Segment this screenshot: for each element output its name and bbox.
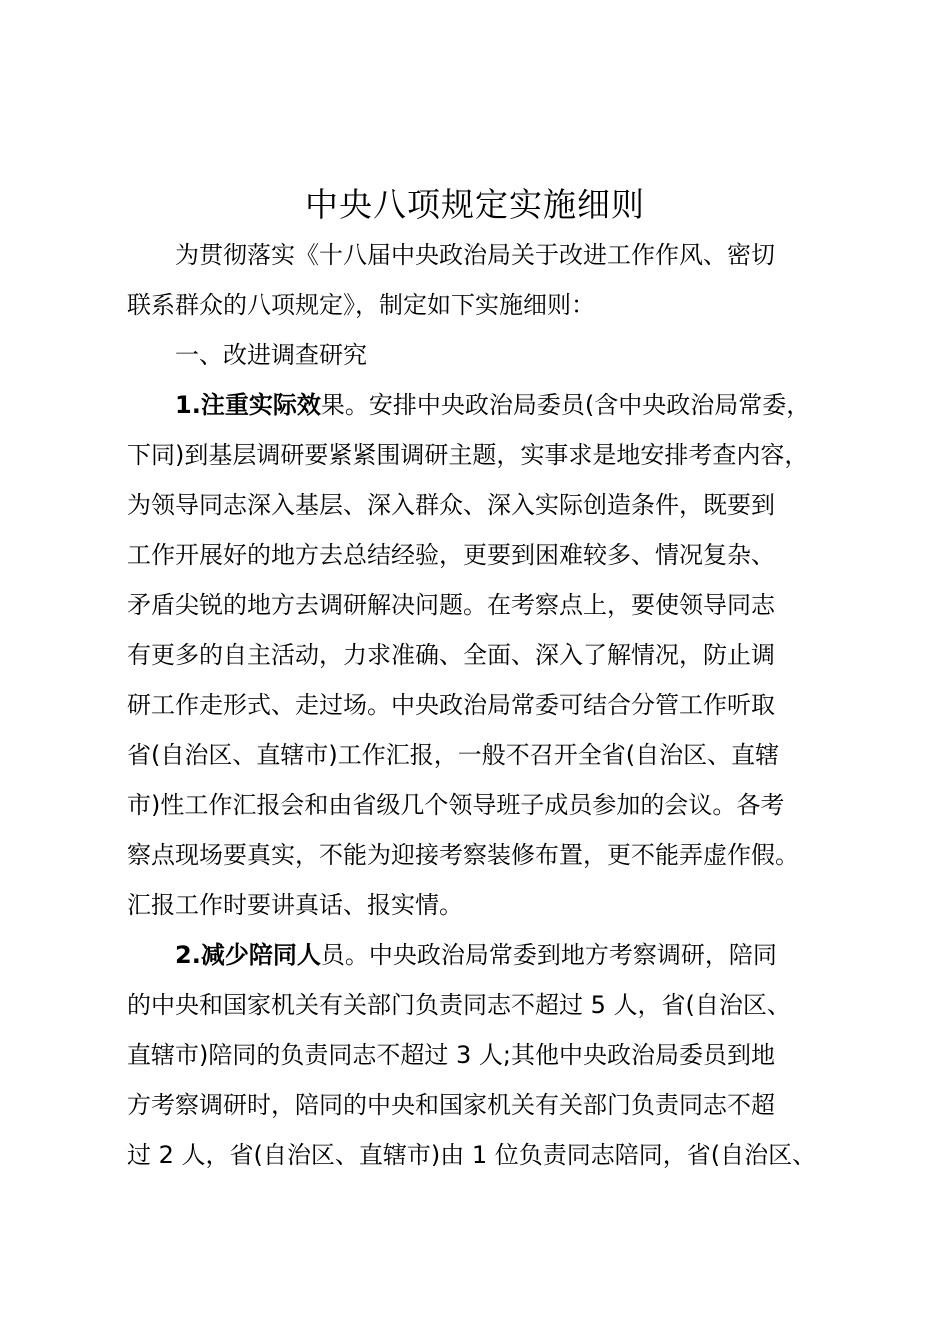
item1-line: 省(自治区、直辖市)工作汇报，一般不召开全省(自治区、直辖 bbox=[127, 741, 780, 769]
item2-line: 方考察调研时，陪同的中央和国家机关有关部门负责同志不超 bbox=[127, 1091, 775, 1119]
item1-line: 察点现场要真实，不能为迎接考察装修布置，更不能弄虚作假。 bbox=[127, 841, 799, 869]
item1-line: 下同)到基层调研要紧紧围调研主题，实事求是地安排考查内容， bbox=[127, 441, 809, 469]
item1-line: 研工作走形式、走过场。中央政治局常委可结合分管工作听取 bbox=[127, 691, 775, 719]
section-heading: 一、改进调查研究 bbox=[175, 341, 367, 369]
item1-line: 矛盾尖锐的地方去调研解决问题。在考察点上，要使领导同志 bbox=[127, 591, 775, 619]
item2-lead bbox=[175, 930, 847, 980]
intro-line-2: 联系群众的八项规定》，制定如下实施细则： bbox=[127, 291, 595, 319]
item1-line: 汇报工作时要讲真话、报实情。 bbox=[127, 891, 463, 919]
item1-lead bbox=[175, 380, 847, 430]
item1-line: 为领导同志深入基层、深入群众、深入实际创造条件，既要到 bbox=[127, 491, 775, 519]
item1-line: 市)性工作汇报会和由省级几个领导班子成员参加的会议。各考 bbox=[127, 791, 785, 819]
item2-lead-rest: 员。中央政治局常委到地方考察调研，陪同 bbox=[320, 941, 777, 969]
item2-line: 的中央和国家机关有关部门负责同志不超过 5 人，省(自治区、 bbox=[127, 991, 791, 1019]
item1-line: 工作开展好的地方去总结经验，更要到困难较多、情况复杂、 bbox=[127, 541, 775, 569]
item2-lead-bold: 2.减少陪同人 bbox=[175, 941, 321, 969]
item1-line: 有更多的自主活动，力求准确、全面、深入了解情况，防止调 bbox=[127, 641, 775, 669]
item1-lead-rest: 果。安排中央政治局委员(含中央政治局常委， bbox=[320, 391, 811, 419]
intro-line-1: 为贯彻落实《十八届中央政治局关于改进工作作风、密切 bbox=[175, 241, 775, 269]
item2-line: 直辖市)陪同的负责同志不超过 3 人;其他中央政治局委员到地 bbox=[127, 1041, 775, 1069]
item1-lead-bold: 1.注重实际效 bbox=[175, 391, 321, 419]
item2-line: 过 2 人，省(自治区、直辖市)由 1 位负责同志陪同，省(自治区、 bbox=[127, 1141, 817, 1169]
document-title: 中央八项规定实施细则 bbox=[305, 185, 645, 224]
